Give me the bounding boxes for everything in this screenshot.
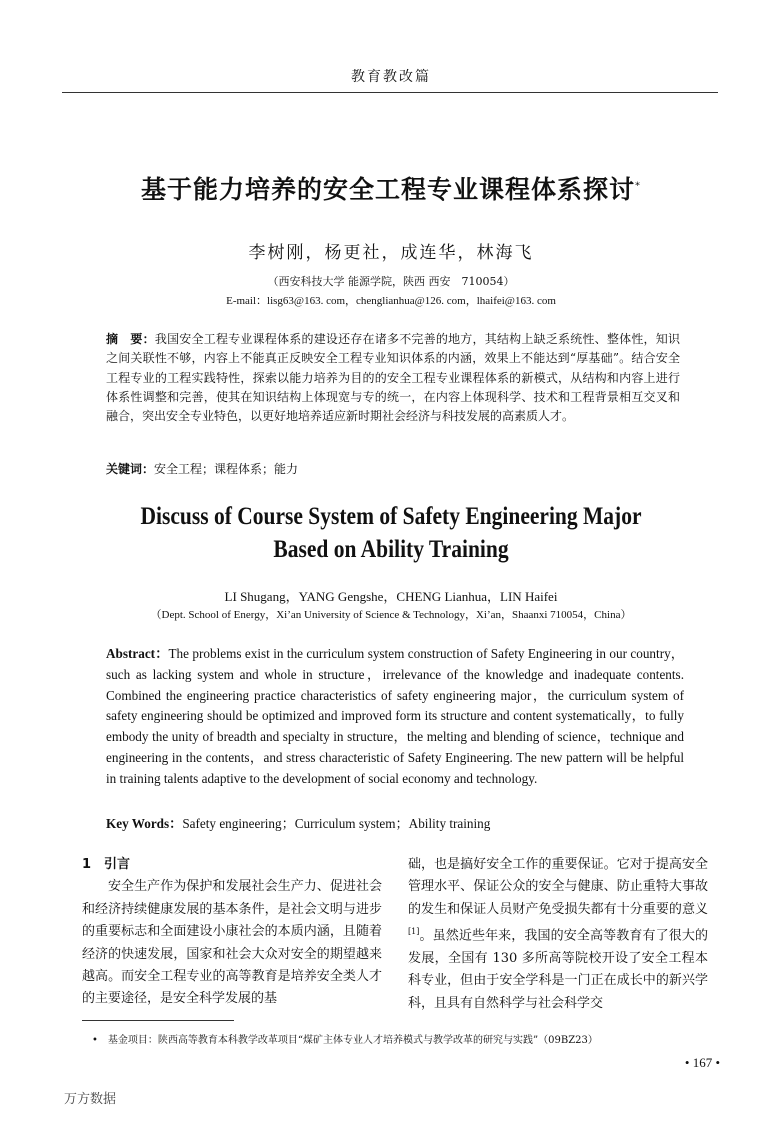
watermark: 万方数据	[64, 1092, 117, 1107]
title-cn	[0, 170, 782, 206]
affiliation-en: （Dept. School of Energy，Xi’an University of Science & Technology，Xi’an，Shaanxi 710054，China）	[150, 609, 632, 621]
keywords-en-text: Safety engineering；Curriculum system；Ability training	[182, 816, 491, 831]
keywords-en-label: Key Words：	[106, 816, 183, 831]
title-en	[55, 500, 728, 566]
abstract-en	[106, 644, 684, 790]
keywords-cn-text: 安全工程；课程体系；能力	[154, 462, 299, 476]
keywords-cn-label: 关键词：	[106, 462, 155, 476]
section-header: 教育教改篇	[351, 69, 431, 85]
keywords-cn	[106, 460, 680, 477]
page-number: • 167 •	[684, 1055, 720, 1070]
citation-ref[interactable]: [1]	[408, 927, 420, 937]
header-rule	[62, 92, 718, 93]
body-column-right	[408, 854, 708, 1015]
abstract-en-text: The problems exist in the curriculum system construction of Safety Engineering in our country，such as lacking system and whole in structure，irrelevance of the knowledge and inadequate contents. Combined the engineering practice characteristics of safety engineering major，the curriculum system of safety engineering should be optimized and improved form its structure and content systematically，to fully embody the unity of breadth and specialty in structure，the melting and blending of science，technique and engineering in the contents，and stress characteristic of Safety Engineering. The new pattern will be helpful in training talents adaptive to the development of social economy and technology.	[106, 646, 684, 786]
authors-cn: 李树刚，杨更社，成连华，林海飞	[248, 243, 534, 263]
authors-en: LI Shugang，YANG Gengshe，CHENG Lianhua，LIN Haifei	[224, 589, 558, 604]
email-line: E-mail：lisg63@163. com，chenglianhua@126. com，lhaifei@163. com	[226, 295, 556, 307]
title-en-line2: Based on Ability Training	[273, 536, 509, 563]
body-column-left	[82, 854, 382, 1011]
title-cn-text: 基于能力培养的安全工程专业课程体系探讨	[140, 175, 635, 204]
body-paragraph-right-1: 础，也是搞好安全工作的重要保证。它对于提高安全管理水平、保证公众的安全与健康、防止重特大事故的发生和保证人员财产免受损失都有十分重要的意义	[408, 857, 708, 917]
body-paragraph-left: 安全生产作为保护和发展社会生产力、促进社会和经济持续健康发展的基本条件，是社会文明与进步的重要标志和全面建设小康社会的本质内涵，且随着经济的快速发展，国家和社会大众对安全的期望越来越高。而安全工程专业的高等教育是培养安全类人才的主要途径，是安全科学发展的基	[82, 879, 382, 1007]
affiliation-cn: （西安科技大学 能源学院，陕西 西安 710054）	[267, 275, 515, 288]
abstract-cn-text: 我国安全工程专业课程体系的建设还存在诸多不完善的地方，其结构上缺乏系统性、整体性，知识之间关联性不够，内容上不能真正反映安全工程专业知识体系的内涵，效果上不能达到“厚基础”。结合安全工程专业的工程实践特性，探索以能力培养为目的的安全工程专业课程体系的新模式，从结构和内容上进行体系性调整和完善，使其在知识结构上体现宽与专的统一，在内容上体现科学、技术和工程背景相互交叉和融合，突出安全专业特色，以更好地培养适应新时期社会经济与科技发展的高素质人才。	[106, 332, 680, 424]
abstract-cn	[106, 330, 680, 426]
keywords-en	[106, 813, 684, 832]
title-star: *	[635, 180, 641, 192]
abstract-cn-label: 摘 要：	[106, 332, 155, 346]
footnote: • 基金项目：陕西高等教育本科教学改革项目“煤矿主体专业人才培养模式与教学改革的研究与实践”（09BZ23）	[92, 1035, 598, 1046]
section-heading-intro: 1 引言	[82, 857, 131, 872]
title-en-line1: Discuss of Course System of Safety Engineering Major	[140, 503, 642, 530]
footnote-rule	[82, 1020, 234, 1021]
body-paragraph-right-2: 。虽然近些年来，我国的安全高等教育有了很大的发展，全国有 130 多所高等院校开设了安全工程本科专业，但由于安全学科是一门正在成长中的新兴学科，且具有自然科学与社会科学交	[408, 928, 708, 1011]
abstract-en-label: Abstract：	[106, 646, 169, 661]
